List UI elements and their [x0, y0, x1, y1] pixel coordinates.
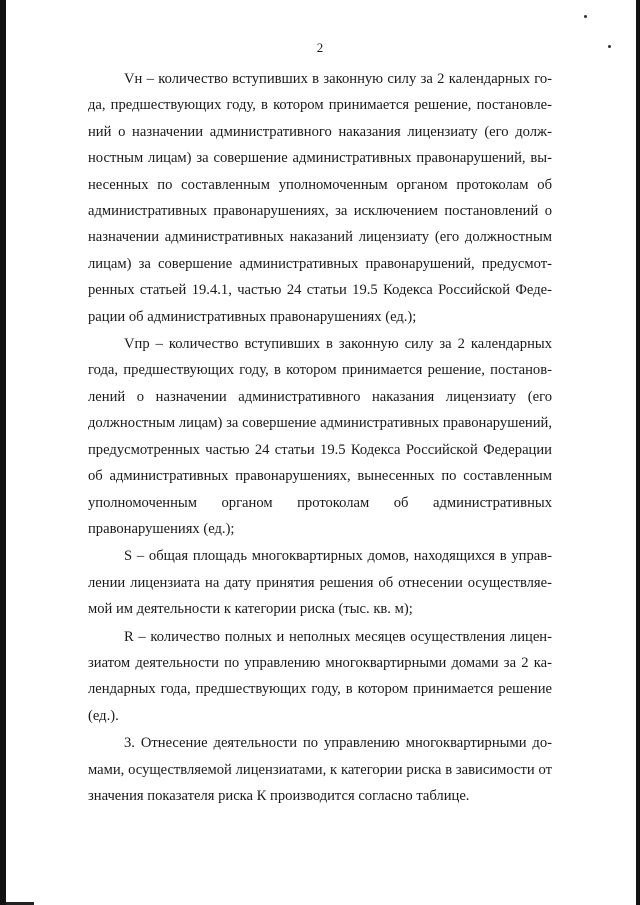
scan-border-right [636, 0, 640, 905]
document-body [88, 66, 552, 810]
scan-speck [584, 15, 587, 18]
page-number: 2 [316, 40, 324, 55]
paragraph-item-3: 3. Отнесение деятельности по управлению многоквартирными домами, осуществляемой лицензиатами, к категории риска в зависимости от значения показателя риска К производится согласно таблице. [88, 735, 552, 804]
paragraph-s-definition: S – общая площадь многоквартирных домов, находящихся в управлении лицензиата на дату принятия решения об отнесении осуществляемой им деятельности к категории риска (тыс. кв. м); [88, 548, 552, 618]
paragraph-r-definition: R – количество полных и неполных месяцев осуществления лицензиатом деятельности по управлению многоквартирными домами за 2 календарных года, предшествующих году, в котором принимается решение (ед.). [88, 628, 552, 724]
paragraph-vpr-definition: Vпр – количество вступивших в законную силу за 2 календарных года, предшествующих году, в котором принимается решение, постановлений о назначении административного наказания лицензиату (его должностным лицам) за совершение административных правонарушений, предусмотренных частью 24 статьи 19.5 Кодекса Российской Федерации об административных правонарушениях, вынесенных по составленным уполномоченным органом протоколам об административных правонарушениях (ед.); [88, 336, 552, 537]
scan-border-left [0, 0, 6, 905]
paragraph-vn-definition: Vн – количество вступивших в законную силу за 2 календарных года, предшествующих году, в котором принимается решение, постановлений о назначении административного наказания лицензиату (его должностным лицам) за совершение административных правонарушений, вынесенных по составленным уполномоченным органом протоколам об административных правонарушениях, за исключением постановлений о назначении административных наказаний лицензиату (его должностным лицам) за совершение административных правонарушений, предусмотренных статьей 19.4.1, частью 24 статьи 19.5 Кодекса Российской Федерации об административных правонарушениях (ед.); [88, 71, 552, 325]
